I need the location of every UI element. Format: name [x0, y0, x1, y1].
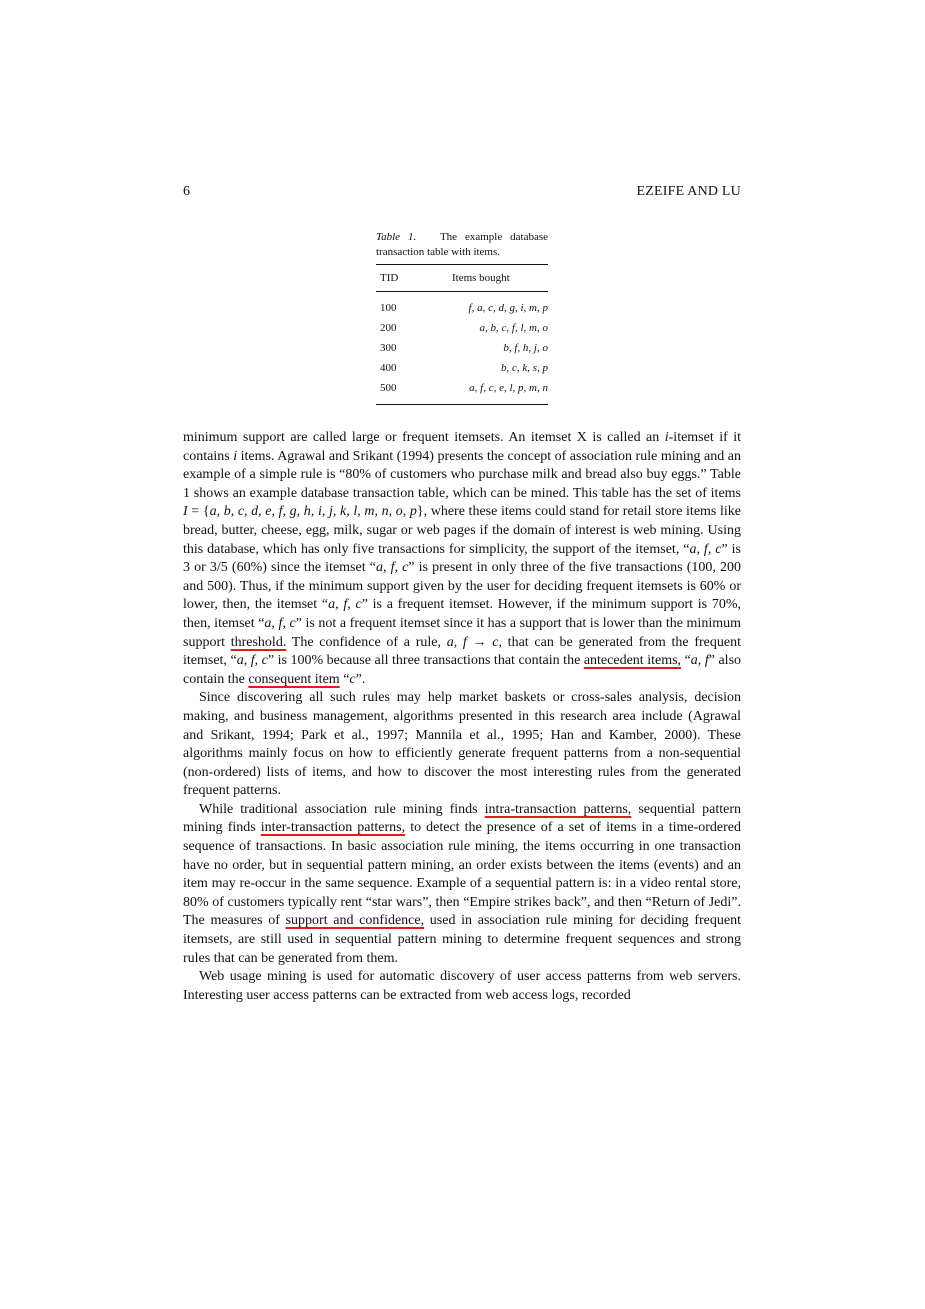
text-run: = {	[187, 504, 210, 520]
math-var: c	[492, 634, 499, 650]
text-run: ” also contain the	[183, 653, 742, 687]
text-run: minimum support are called large or frequent itemsets. An itemset X is called an	[183, 430, 665, 445]
math-var: c	[349, 671, 356, 687]
math-itemset: a, f	[690, 653, 709, 669]
paragraph-3	[183, 801, 741, 968]
text-run: }, where these items could stand for retail store items like bread, butter, cheese, egg, milk, sugar or web pages if the domain of interest is web mining. Using this database, which has only five transactions for simplicity, the support of the itemset, “	[183, 504, 741, 557]
text-run: The confidence of a rule,	[286, 634, 447, 650]
math-itemset: a, f, c	[689, 541, 722, 557]
page-number: 6	[183, 184, 190, 199]
text-run: to detect the presence of a set of items in a time-ordered sequence of transactions. In basic association rule mining, the items occurring in one transaction have no order, but in sequential pattern mining, an order exists between the items (events) and an item may re-occur in the same sequence. Example of a sequential pattern is: in a video rental store, 80% of customers typically rent “star wars”, then “Empire strikes back”, and then “Return of Jedi”. The measures of	[183, 820, 742, 929]
paragraph-4: Web usage mining is used for automatic discovery of user access patterns from web servers. Interesting user access patterns can be extracted from web access logs, recorded	[183, 969, 741, 1003]
highlight-threshold: threshold.	[230, 634, 287, 650]
transaction-table	[376, 264, 548, 405]
text-run: -itemset if it contains	[183, 430, 741, 464]
body-text	[183, 429, 741, 1005]
math-itemset: a, f, c	[264, 615, 296, 631]
text-run: used in association rule mining for deciding frequent itemsets, are still used in sequential pattern mining to determine frequent sequences and strong rules that can be generated from them.	[183, 913, 741, 966]
paragraph-1	[183, 429, 741, 689]
cell-items: f, a, c, d, g, i, m, p	[468, 302, 548, 314]
text-run: sequential pattern mining finds	[183, 801, 741, 836]
table-row	[376, 358, 548, 378]
cell-tid: 400	[380, 362, 397, 374]
running-head: EZEIFE AND LU	[636, 184, 741, 199]
math-itemset: a, f	[446, 634, 467, 650]
cell-tid: 100	[380, 302, 397, 314]
paragraph-2: Since discovering all such rules may help market baskets or cross-sales analysis, decision making, and business management, algorithms presented in this research area include (Agrawal and Srikant, 1994; Park et al., 1997; Mannila et al., 1995; Han and Kamber, 2000). These algorithms mainly focus on how to efficiently generate frequent patterns from a non-sequential (non-ordered) lists of items, and how to discover the most interesting rules from the generated frequent patterns.	[183, 690, 741, 799]
text-run: ” is 100% because all three transactions that contain the	[267, 653, 584, 669]
cell-tid: 300	[380, 342, 397, 354]
column-header-items: Items bought	[414, 265, 548, 292]
math-var: I	[183, 504, 188, 520]
text-run: ” is a frequent itemset. However, if the minimum support is 70%, then, itemset “	[183, 597, 741, 631]
table-row	[376, 318, 548, 338]
text-run: , that can be generated from the frequent itemset, “	[183, 634, 741, 669]
text-run: “	[339, 671, 350, 687]
cell-items: b, c, k, s, p	[500, 362, 548, 374]
text-run: ” is present in only three of the five transactions (100, 200 and 500). Thus, if the minimum support given by the user for deciding frequent itemsets is 60% or lower, then, the itemset “	[183, 560, 741, 613]
text-run: ” is not a frequent itemset since it has a support that is lower than the minimum support	[183, 615, 741, 650]
table-row	[376, 292, 548, 319]
math-itemset: a, f, c	[375, 560, 409, 576]
table-header-row	[376, 265, 548, 292]
table-row	[376, 378, 548, 405]
highlight-inter-transaction-patterns: inter-transaction patterns,	[260, 820, 406, 836]
text-run: While traditional association rule mining finds	[199, 801, 485, 817]
math-set: a, b, c, d, e, f, g, h, i, j, k, l, m, n, o, p	[209, 504, 417, 520]
table-row	[376, 338, 548, 358]
cell-items: a, b, c, f, l, m, o	[479, 322, 548, 334]
math-var: i	[664, 430, 669, 445]
math-var: i	[233, 448, 238, 464]
highlight-support-and-confidence: support and confidence,	[285, 913, 425, 929]
table-caption	[376, 230, 548, 260]
column-header-tid: TID	[376, 265, 414, 292]
cell-tid: 200	[380, 322, 397, 334]
table-caption-label: Table 1.	[376, 231, 417, 243]
text-run: “	[681, 653, 691, 669]
highlight-antecedent-items: antecedent items,	[583, 653, 682, 669]
cell-tid: 500	[376, 378, 414, 405]
text-run: ” is 3 or 3/5 (60%) since the itemset “	[183, 541, 741, 576]
table-1	[376, 230, 548, 405]
highlight-intra-transaction-patterns: intra-transaction patterns,	[484, 801, 632, 817]
math-itemset: a, f, c	[328, 597, 362, 613]
cell-items: b, f, h, j, o	[503, 342, 548, 354]
math-itemset: a, f, c	[236, 653, 268, 669]
cell-items: a, f, c, e, l, p, m, n	[414, 378, 548, 405]
table-caption-text: The example database transaction table with items.	[376, 231, 549, 258]
text-run: ”.	[355, 671, 366, 687]
highlight-consequent-item: consequent item	[248, 671, 340, 687]
arrow-symbol: →	[466, 634, 493, 650]
text-run: items. Agrawal and Srikant (1994) presents the concept of association rule mining and an example of a simple rule is “80% of customers who purchase milk and bread also buy eggs.” Table 1 shows an example database transaction table, which can be mined. This table has the set of items	[183, 448, 741, 501]
